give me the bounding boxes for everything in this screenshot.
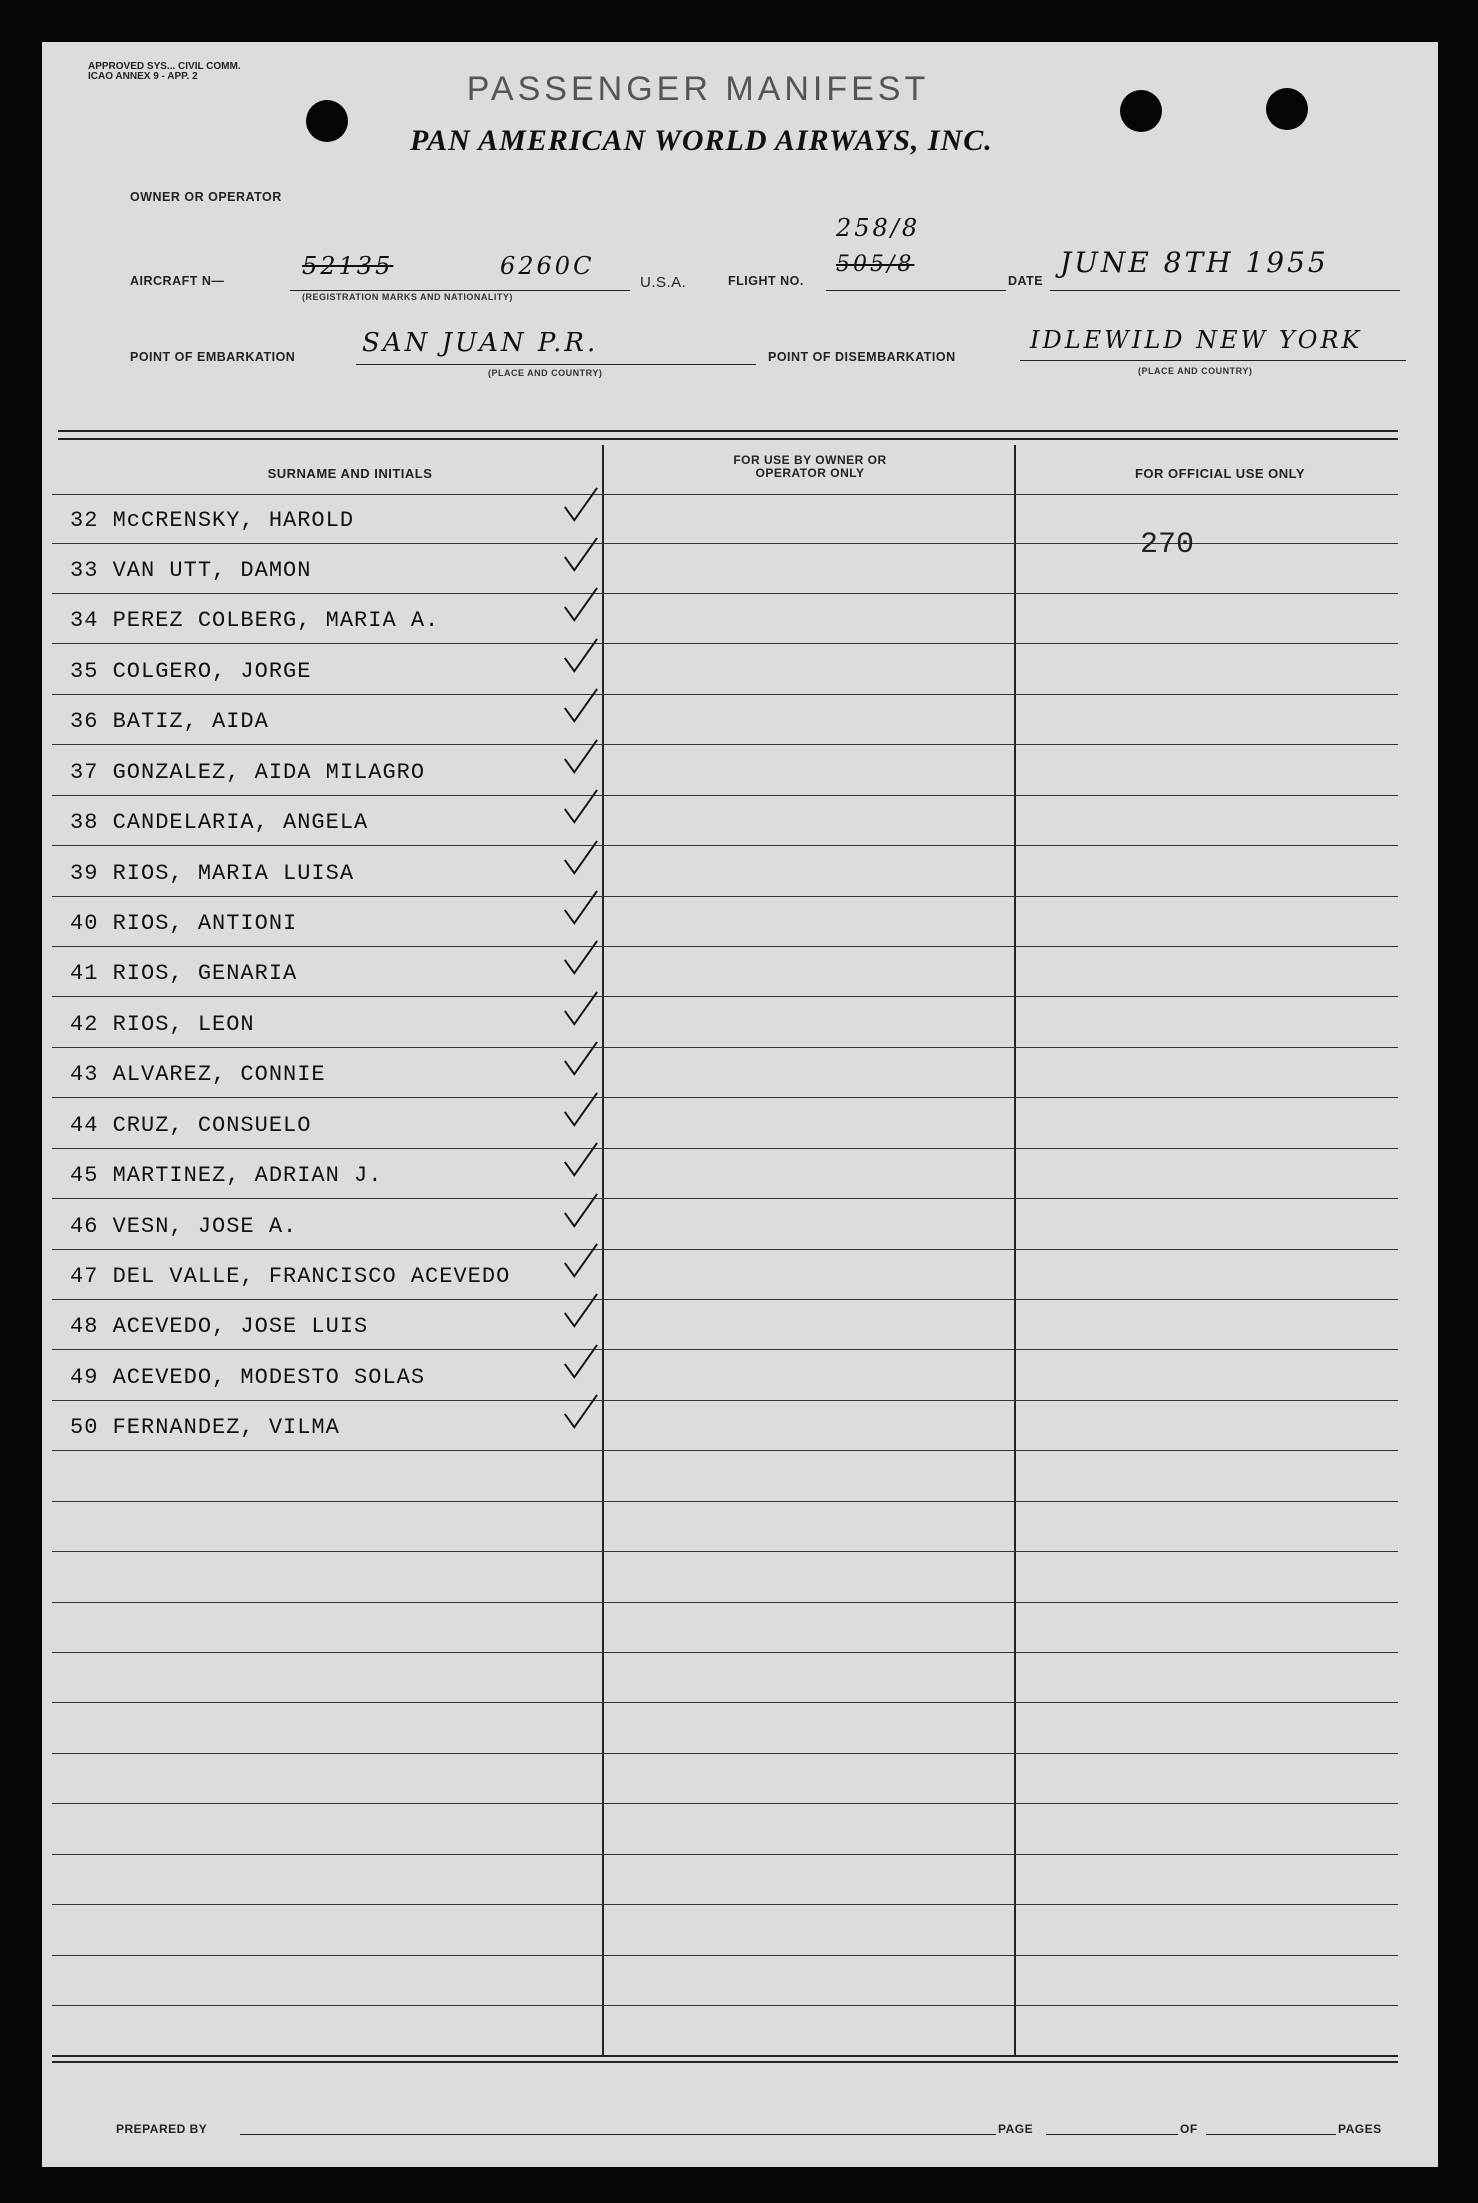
row-rule — [52, 744, 1398, 745]
aircraft-value: 6260C — [500, 252, 595, 280]
check-mark-icon — [560, 839, 600, 877]
row-rule — [52, 1551, 1398, 1552]
passenger-row: 45 MARTINEZ, ADRIAN J. — [70, 1163, 383, 1188]
date-label: DATE — [1008, 274, 1044, 288]
passenger-row: 36 BATIZ, AIDA — [70, 709, 269, 734]
date-value: JUNE 8TH 1955 — [1060, 246, 1329, 279]
passenger-row: 33 VAN UTT, DAMON — [70, 558, 312, 583]
passenger-row: 50 FERNANDEZ, VILMA — [70, 1415, 340, 1440]
check-mark-icon — [560, 486, 600, 524]
check-mark-icon — [560, 1242, 600, 1280]
owner-use-column-header: FOR USE BY OWNER OR OPERATOR ONLY — [733, 453, 887, 480]
country-label: U.S.A. — [640, 274, 687, 291]
disembark-place-caption: (PLACE AND COUNTRY) — [1138, 366, 1253, 376]
passenger-row: 35 COLGERO, JORGE — [70, 659, 312, 684]
passenger-row: 48 ACEVEDO, JOSE LUIS — [70, 1314, 369, 1339]
carrier-name: PAN AMERICAN WORLD AIRWAYS, INC. — [410, 124, 993, 157]
check-mark-icon — [560, 1091, 600, 1129]
check-mark-icon — [560, 738, 600, 776]
row-rule — [52, 1450, 1398, 1451]
row-rule — [52, 1652, 1398, 1653]
passenger-row: 34 PEREZ COLBERG, MARIA A. — [70, 608, 440, 633]
row-rule — [52, 2005, 1398, 2006]
check-mark-icon — [560, 687, 600, 725]
flight-value: 258/8 — [836, 214, 921, 242]
bottom-double-rule — [52, 2055, 1398, 2063]
row-rule — [52, 996, 1398, 997]
row-rule — [52, 1803, 1398, 1804]
check-mark-icon — [560, 1393, 600, 1431]
check-mark-icon — [560, 939, 600, 977]
passenger-row: 38 CANDELARIA, ANGELA — [70, 810, 369, 835]
row-rule — [52, 1955, 1398, 1956]
official-note: 270 — [1140, 528, 1195, 562]
embark-line — [356, 364, 756, 365]
check-mark-icon — [560, 889, 600, 927]
top-rule-2 — [58, 438, 1398, 440]
passenger-row: 47 DEL VALLE, FRANCISCO ACEVEDO — [70, 1264, 511, 1289]
surname-column-header: SURNAME AND INITIALS — [267, 466, 433, 481]
row-rule — [52, 1501, 1398, 1502]
row-rule — [52, 1854, 1398, 1855]
prepared-by-label: PREPARED BY — [116, 2122, 208, 2136]
row-rule — [52, 1753, 1398, 1754]
passenger-row: 37 GONZALEZ, AIDA MILAGRO — [70, 760, 426, 785]
of-label: OF — [1180, 2122, 1198, 2136]
row-rule — [52, 643, 1398, 644]
passenger-row: 44 CRUZ, CONSUELO — [70, 1113, 312, 1138]
check-mark-icon — [560, 586, 600, 624]
row-rule — [52, 1299, 1398, 1300]
row-rule — [52, 896, 1398, 897]
flight-line — [826, 290, 1006, 291]
row-rule — [52, 1400, 1398, 1401]
disembark-line — [1020, 360, 1406, 361]
check-mark-icon — [560, 637, 600, 675]
row-rule — [52, 845, 1398, 846]
prepared-by-line — [240, 2134, 996, 2135]
passenger-row: 46 VESN, JOSE A. — [70, 1214, 298, 1239]
page-label: PAGE — [998, 2122, 1034, 2136]
check-mark-icon — [560, 1292, 600, 1330]
owner-label: OWNER OR OPERATOR — [130, 190, 282, 204]
passenger-row: 43 ALVAREZ, CONNIE — [70, 1062, 326, 1087]
row-rule — [52, 1097, 1398, 1098]
embark-place-caption: (PLACE AND COUNTRY) — [488, 368, 603, 378]
column-divider-1 — [602, 445, 604, 2057]
registration-caption: (REGISTRATION MARKS AND NATIONALITY) — [302, 292, 513, 302]
row-rule — [52, 1702, 1398, 1703]
embark-label: POINT OF EMBARKATION — [130, 350, 296, 364]
row-rule — [52, 1198, 1398, 1199]
aircraft-line — [290, 290, 630, 291]
passenger-row: 32 McCRENSKY, HAROLD — [70, 508, 355, 533]
check-mark-icon — [560, 1141, 600, 1179]
page-title: PASSENGER MANIFEST — [466, 70, 930, 108]
official-use-column-header: FOR OFFICIAL USE ONLY — [1134, 466, 1306, 481]
passenger-row: 42 RIOS, LEON — [70, 1012, 255, 1037]
disembark-value: IDLEWILD NEW YORK — [1030, 326, 1363, 354]
column-divider-2 — [1014, 445, 1016, 2057]
row-rule — [52, 593, 1398, 594]
row-rule — [52, 1249, 1398, 1250]
disembark-label: POINT OF DISEMBARKATION — [768, 350, 956, 364]
check-mark-icon — [560, 536, 600, 574]
row-rule — [52, 1148, 1398, 1149]
check-mark-icon — [560, 1040, 600, 1078]
header-row-rule — [52, 494, 1398, 495]
flight-struck-value: 505/8 — [836, 252, 915, 277]
embark-value: SAN JUAN P.R. — [362, 328, 599, 358]
aircraft-struck-value: 52135 — [302, 252, 394, 280]
passenger-row: 49 ACEVEDO, MODESTO SOLAS — [70, 1365, 426, 1390]
flight-label: FLIGHT NO. — [728, 274, 804, 288]
row-rule — [52, 1349, 1398, 1350]
row-rule — [52, 1602, 1398, 1603]
approval-stamp: APPROVED SYS... CIVIL COMM. ICAO ANNEX 9 - APP. 2 — [88, 61, 241, 82]
of-line — [1206, 2134, 1336, 2135]
row-rule — [52, 946, 1398, 947]
check-mark-icon — [560, 990, 600, 1028]
page-line — [1046, 2134, 1178, 2135]
row-rule — [52, 795, 1398, 796]
pages-label: PAGES — [1338, 2122, 1382, 2136]
date-line — [1050, 290, 1400, 291]
top-rule — [58, 430, 1398, 432]
row-rule — [52, 694, 1398, 695]
aircraft-label: AIRCRAFT N— — [130, 274, 225, 288]
check-mark-icon — [560, 1192, 600, 1230]
check-mark-icon — [560, 1343, 600, 1381]
row-rule — [52, 543, 1398, 544]
passenger-row: 39 RIOS, MARIA LUISA — [70, 861, 355, 886]
check-mark-icon — [560, 788, 600, 826]
passenger-row: 41 RIOS, GENARIA — [70, 961, 298, 986]
row-rule — [52, 1904, 1398, 1905]
passenger-row: 40 RIOS, ANTIONI — [70, 911, 298, 936]
row-rule — [52, 1047, 1398, 1048]
